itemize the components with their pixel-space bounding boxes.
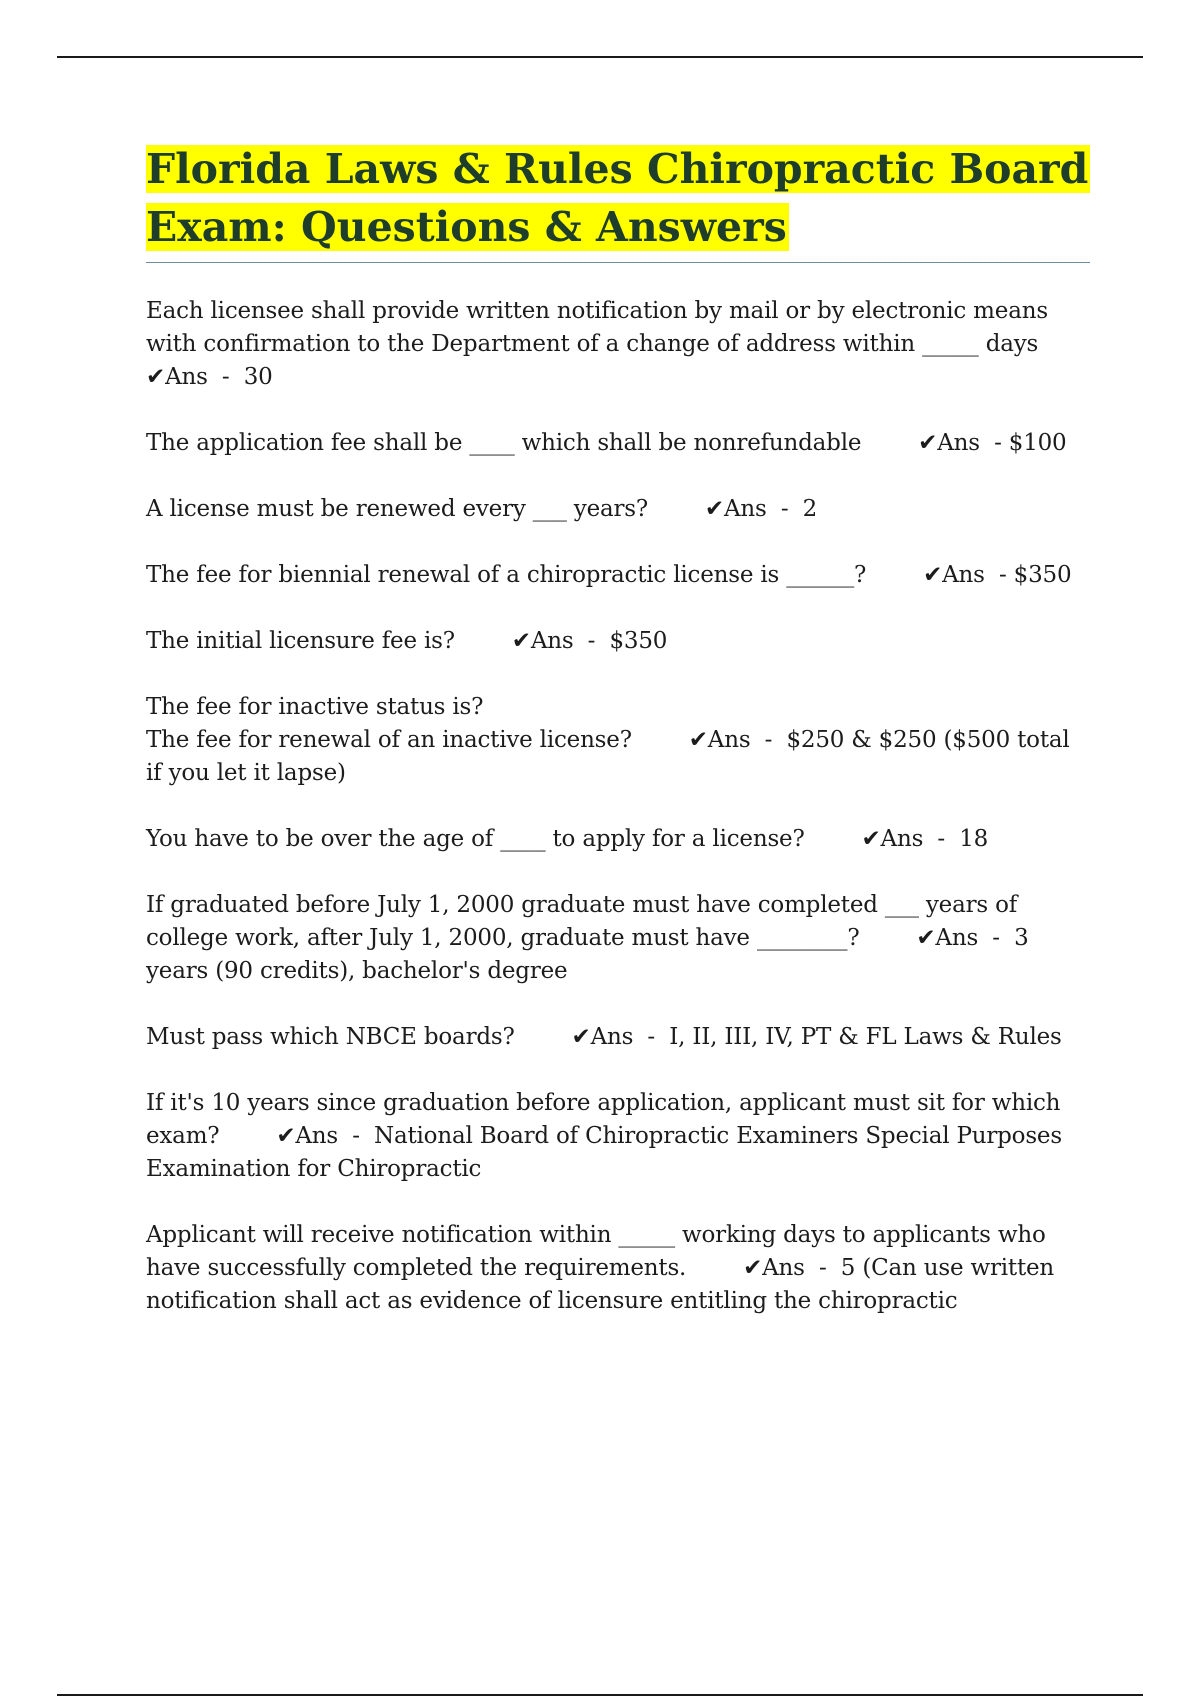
qa-item [146, 1219, 1090, 1318]
answer-text: ✔Ans - $100 [918, 430, 1067, 456]
question-text: You have to be over the age of ____ to apply for a license? [146, 826, 862, 852]
question-text: The fee for biennial renewal of a chiropractic license is ______? [146, 562, 924, 588]
document-title [146, 140, 1090, 256]
answer-text: ✔Ans - National Board of Chiropractic Examiners Special Purposes Examination for Chiropractic [146, 1123, 1070, 1182]
qa-item [146, 559, 1090, 592]
question-text: Each licensee shall provide written notification by mail or by electronic means with confirmation to the Department of a change of address within _____ days [146, 298, 1056, 357]
answer-text: ✔Ans - 30 [146, 364, 273, 390]
answer-text: ✔Ans - 18 [861, 826, 989, 852]
qa-item [146, 625, 1090, 658]
answer-text: ✔Ans - $250 & $250 ($500 total if you let it lapse) [146, 727, 1077, 786]
answer-text: ✔Ans - $350 [511, 628, 668, 654]
top-page-rule [57, 56, 1143, 58]
document-body [146, 140, 1090, 1351]
document-title-text: Florida Laws & Rules Chiropractic Board Exam: Questions & Answers [146, 145, 1089, 251]
question-text: The initial licensure fee is? [146, 628, 512, 654]
bottom-page-rule [57, 1694, 1143, 1696]
qa-item [146, 493, 1090, 526]
title-underline [146, 262, 1090, 263]
qa-item [146, 427, 1090, 460]
question-text: If graduated before July 1, 2000 graduate must have completed ___ years of college work, after July 1, 2000, graduate must have ________? [146, 892, 1025, 951]
question-text: Applicant will receive notification within _____ working days to applicants who have successfully completed the requirements. [146, 1222, 1053, 1281]
answer-text: ✔Ans - I, II, III, IV, PT & FL Laws & Rules [571, 1024, 1062, 1050]
question-text: If it's 10 years since graduation before application, applicant must sit for which exam? [146, 1090, 1068, 1149]
qa-item [146, 691, 1090, 790]
qa-item [146, 295, 1090, 394]
answer-text: ✔Ans - 5 (Can use written notification shall act as evidence of licensure entitling the chiropractic [146, 1255, 1062, 1314]
qa-item [146, 823, 1090, 856]
question-text: Must pass which NBCE boards? [146, 1024, 572, 1050]
answer-text: ✔Ans - 2 [704, 496, 818, 522]
question-text: A license must be renewed every ___ years? [146, 496, 705, 522]
answer-text: ✔Ans - 3 years (90 credits), bachelor's degree [146, 925, 1036, 984]
answer-text: ✔Ans - $350 [923, 562, 1072, 588]
question-text: The application fee shall be ____ which shall be nonrefundable [146, 430, 919, 456]
question-text: The fee for inactive status is? The fee for renewal of an inactive license? [146, 694, 632, 753]
qa-item [146, 1087, 1090, 1186]
qa-item [146, 889, 1090, 988]
qa-item [146, 1021, 1090, 1054]
